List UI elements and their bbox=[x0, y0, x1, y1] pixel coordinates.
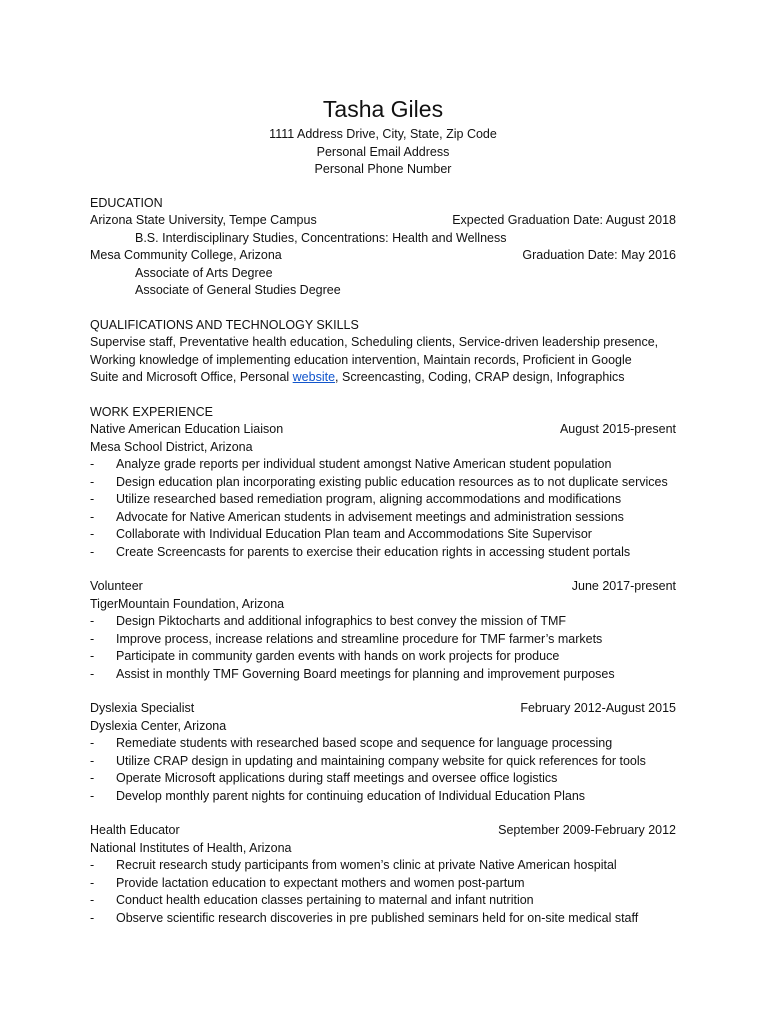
dash-bullet: - bbox=[90, 631, 95, 646]
list-item bbox=[90, 735, 676, 753]
job-organization: National Institutes of Health, Arizona bbox=[90, 840, 292, 855]
work-experience-section bbox=[90, 404, 676, 928]
spacer bbox=[90, 387, 676, 404]
dash-bullet: - bbox=[90, 910, 95, 925]
bullet-text: Operate Microsoft applications during staff meetings and oversee office logistics bbox=[116, 771, 558, 785]
dash-bullet: - bbox=[90, 649, 95, 663]
bullet-text: Conduct health education classes pertaining to maternal and infant nutrition bbox=[116, 893, 534, 907]
list-item bbox=[90, 648, 676, 666]
list-item bbox=[90, 509, 676, 527]
work-experience-title: WORK EXPERIENCE bbox=[90, 404, 213, 419]
job-role: Native American Education Liaison bbox=[90, 422, 284, 436]
job-header bbox=[90, 700, 676, 718]
list-item bbox=[90, 491, 676, 509]
candidate-name: Tasha Giles bbox=[322, 96, 444, 122]
bullet-text: Develop monthly parent nights for continuing education of Individual Education Plans bbox=[116, 788, 586, 803]
dash-bullet: - bbox=[90, 788, 95, 803]
job-dates: August 2015-present bbox=[559, 422, 676, 436]
school-name: Arizona State University, Tempe Campus bbox=[90, 213, 317, 227]
dash-bullet: - bbox=[90, 614, 95, 628]
education-entry bbox=[90, 212, 676, 230]
degree-detail: Associate of Arts Degree bbox=[135, 265, 273, 280]
spacer bbox=[90, 300, 676, 317]
dash-bullet: - bbox=[90, 527, 95, 541]
phone-line: Personal Phone Number bbox=[314, 162, 452, 176]
address-line: 1111 Address Drive, City, State, Zip Code bbox=[269, 127, 497, 141]
list-item bbox=[90, 613, 676, 631]
qualifications-section bbox=[90, 317, 676, 387]
bullet-text: Advocate for Native American students in advisement meetings and administration sessions bbox=[116, 509, 624, 524]
degree-detail: Associate of General Studies Degree bbox=[135, 283, 341, 297]
dash-bullet: - bbox=[90, 771, 95, 785]
list-item bbox=[90, 456, 676, 474]
job-header bbox=[90, 578, 676, 596]
job-bullets bbox=[90, 857, 676, 927]
dash-bullet: - bbox=[90, 492, 95, 506]
job-dates: June 2017-present bbox=[571, 579, 676, 593]
bullet-text: Recruit research study participants from women’s clinic at private Native American hospital bbox=[116, 858, 617, 872]
list-item bbox=[90, 666, 676, 684]
job-header bbox=[90, 421, 676, 439]
spacer bbox=[90, 561, 676, 578]
list-item bbox=[90, 753, 676, 771]
job-bullets bbox=[90, 735, 676, 805]
bullet-text: Analyze grade reports per individual student amongst Native American student population bbox=[116, 457, 612, 471]
bullet-text: Improve process, increase relations and streamline procedure for TMF farmer’s markets bbox=[116, 631, 603, 646]
dash-bullet: - bbox=[90, 875, 95, 890]
website-link[interactable]: website bbox=[292, 370, 336, 384]
bullet-text: Design Piktocharts and additional infographics to best convey the mission of TMF bbox=[116, 614, 566, 628]
job-entry bbox=[90, 822, 676, 927]
job-entry bbox=[90, 700, 676, 805]
spacer bbox=[90, 683, 676, 700]
bullet-text: Assist in monthly TMF Governing Board meetings for planning and improvement purposes bbox=[116, 666, 615, 681]
degree-detail: B.S. Interdisciplinary Studies, Concentrations: Health and Wellness bbox=[135, 230, 507, 245]
email-line: Personal Email Address bbox=[316, 144, 450, 159]
list-item bbox=[90, 526, 676, 544]
job-organization: Mesa School District, Arizona bbox=[90, 439, 253, 454]
dash-bullet: - bbox=[90, 474, 95, 489]
dash-bullet: - bbox=[90, 509, 95, 524]
spacer bbox=[90, 179, 676, 195]
spacer bbox=[90, 805, 676, 822]
dash-bullet: - bbox=[90, 858, 95, 872]
job-dates: September 2009-February 2012 bbox=[498, 823, 676, 837]
job-bullets bbox=[90, 456, 676, 561]
list-item bbox=[90, 892, 676, 910]
dash-bullet: - bbox=[90, 457, 95, 471]
bullet-text: Utilize researched based remediation program, aligning accommodations and modifications bbox=[116, 492, 622, 506]
list-item bbox=[90, 770, 676, 788]
dash-bullet: - bbox=[90, 736, 95, 750]
job-role: Volunteer bbox=[90, 579, 143, 593]
qualifications-line bbox=[90, 369, 676, 387]
education-section bbox=[90, 195, 676, 300]
job-organization: Dyslexia Center, Arizona bbox=[90, 718, 227, 733]
school-name: Mesa Community College, Arizona bbox=[90, 248, 282, 262]
bullet-text: Collaborate with Individual Education Plan team and Accommodations Site Supervisor bbox=[116, 527, 592, 541]
qualifications-text: , Screencasting, Coding, CRAP design, Infographics bbox=[335, 370, 625, 384]
graduation-date: Graduation Date: May 2016 bbox=[522, 248, 676, 262]
list-item bbox=[90, 474, 676, 492]
job-bullets bbox=[90, 613, 676, 683]
resume-header bbox=[90, 92, 676, 179]
list-item bbox=[90, 631, 676, 649]
education-entry bbox=[90, 247, 676, 265]
dash-bullet: - bbox=[90, 544, 95, 559]
job-entry bbox=[90, 421, 676, 561]
job-role: Dyslexia Specialist bbox=[90, 701, 195, 715]
list-item bbox=[90, 544, 676, 562]
qualifications-line: Working knowledge of implementing education intervention, Maintain records, Proficient in Google bbox=[90, 352, 632, 367]
dash-bullet: - bbox=[90, 666, 95, 681]
bullet-text: Provide lactation education to expectant mothers and women post-partum bbox=[116, 875, 525, 890]
dash-bullet: - bbox=[90, 893, 95, 907]
bullet-text: Design education plan incorporating existing public education resources as to not duplicate services bbox=[116, 474, 668, 489]
list-item bbox=[90, 910, 676, 928]
qualifications-text: Suite and Microsoft Office, Personal bbox=[90, 370, 293, 384]
graduation-date: Expected Graduation Date: August 2018 bbox=[452, 213, 676, 227]
qualifications-line: Supervise staff, Preventative health education, Scheduling clients, Service-driven leadership presence, bbox=[90, 335, 659, 349]
education-title: EDUCATION bbox=[90, 195, 163, 210]
job-entry bbox=[90, 578, 676, 683]
bullet-text: Utilize CRAP design in updating and maintaining company website for quick references for tools bbox=[116, 753, 646, 768]
list-item bbox=[90, 788, 676, 806]
list-item bbox=[90, 857, 676, 875]
bullet-text: Remediate students with researched based scope and sequence for language processing bbox=[116, 736, 613, 750]
job-organization: TigerMountain Foundation, Arizona bbox=[90, 596, 285, 611]
dash-bullet: - bbox=[90, 753, 95, 768]
list-item bbox=[90, 875, 676, 893]
bullet-text: Participate in community garden events with hands on work projects for produce bbox=[116, 649, 560, 663]
job-dates: February 2012-August 2015 bbox=[520, 701, 676, 715]
job-role: Health Educator bbox=[90, 823, 180, 837]
bullet-text: Create Screencasts for parents to exercise their education rights in accessing student portals bbox=[116, 544, 631, 559]
bullet-text: Observe scientific research discoveries in pre published seminars held for on-site medical staff bbox=[116, 910, 639, 925]
job-header bbox=[90, 822, 676, 840]
qualifications-title: QUALIFICATIONS AND TECHNOLOGY SKILLS bbox=[90, 317, 359, 332]
